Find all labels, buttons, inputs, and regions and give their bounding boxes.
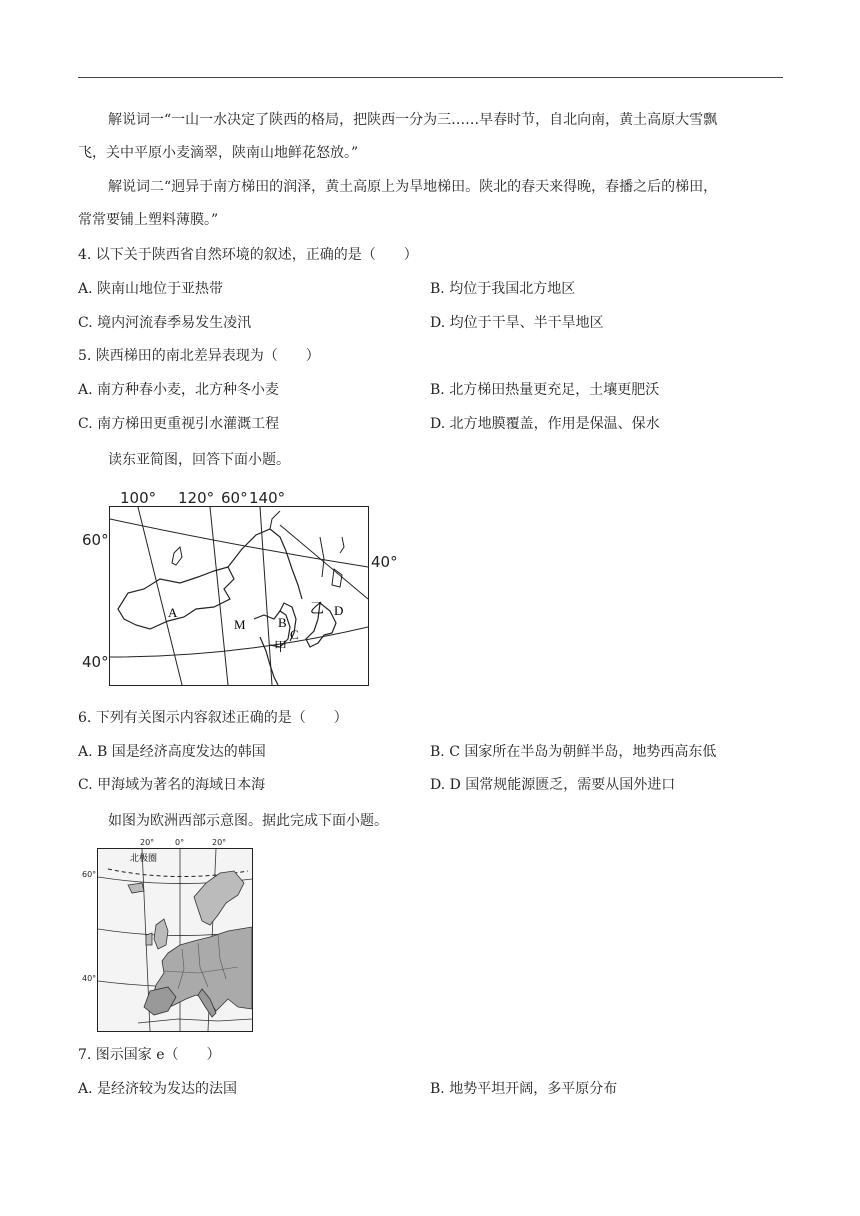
q5-option-c: C. 南方梯田更重视引水灌溉工程 [78, 416, 280, 432]
lon-120: 120° [178, 489, 215, 507]
map2-intro: 如图为欧洲西部示意图。据此完成下面小题。 [108, 813, 388, 829]
label-a: A [168, 605, 178, 620]
lon-0: 0° [175, 838, 185, 847]
arctic-circle-label: 北极圈 [130, 854, 158, 864]
q4-option-c: C. 境内河流春季易发生凌汛 [78, 315, 252, 331]
lat-60-europe: 60° [82, 870, 97, 879]
q5-option-d: D. 北方地膜覆盖，作用是保温、保水 [430, 416, 660, 432]
intro-line-4: 常常要铺上塑料薄膜。” [78, 212, 219, 228]
q4-stem: 4. 以下关于陕西省自然环境的叙述，正确的是（ ） [78, 247, 418, 263]
lat-60-left: 60° [82, 531, 109, 549]
map1-intro: 读东亚简图，回答下面小题。 [108, 452, 290, 468]
intro-line-3: 解说词二“迥异于南方梯田的润泽，黄土高原上为旱地梯田。陕北的春天来得晚，春播之后的梯田， [108, 179, 718, 195]
intro-line-1: 解说词一“一山一水决定了陕西的格局，把陕西一分为三……早春时节，自北向南，黄土高原大雪飘 [108, 112, 718, 128]
q4-option-d: D. 均位于干旱、半干旱地区 [430, 315, 604, 331]
q6-option-a: A. B 国是经济高度发达的韩国 [78, 744, 266, 760]
q7-stem: 7. 图示国家 e（ ） [78, 1047, 221, 1063]
label-m: M [234, 617, 246, 632]
q6-option-c: C. 甲海域为著名的海域日本海 [78, 777, 266, 793]
label-jia: 甲 [274, 640, 288, 655]
q5-stem: 5. 陕西梯田的南北差异表现为（ ） [78, 348, 320, 364]
lon-20e: 20° [212, 838, 227, 847]
label-b: B [278, 615, 287, 630]
lat-40-right: 40° [371, 553, 398, 571]
q4-option-a: A. 陕南山地位于亚热带 [78, 281, 224, 297]
q6-option-d: D. D 国常规能源匮乏，需要从国外进口 [430, 777, 676, 793]
lat-60-top: 60° [221, 489, 248, 507]
label-c: C [290, 627, 299, 642]
q5-option-b: B. 北方梯田热量更充足，土壤更肥沃 [430, 382, 660, 398]
lat-40-europe: 40° [82, 974, 97, 983]
intro-line-2: 飞，关中平原小麦滴翠，陕南山地鲜花怒放。” [78, 145, 359, 161]
lat-40-left: 40° [82, 653, 109, 671]
q7-option-a: A. 是经济较为发达的法国 [78, 1081, 238, 1097]
q7-option-b: B. 地势平坦开阔，多平原分布 [430, 1081, 618, 1097]
q6-option-b: B. C 国家所在半岛为朝鲜半岛，地势西高东低 [430, 744, 717, 760]
lon-20w: 20° [140, 838, 155, 847]
q5-option-a: A. 南方种春小麦，北方种冬小麦 [78, 382, 280, 398]
east-asia-map [109, 506, 369, 686]
q6-stem: 6. 下列有关图示内容叙述正确的是（ ） [78, 710, 348, 726]
header-rule [78, 77, 783, 78]
q4-option-b: B. 均位于我国北方地区 [430, 281, 576, 297]
label-yi: 乙 [310, 601, 324, 617]
lon-100: 100° [120, 489, 157, 507]
label-d: D [334, 603, 344, 618]
west-europe-map [97, 848, 253, 1032]
lon-140: 140° [249, 489, 286, 507]
